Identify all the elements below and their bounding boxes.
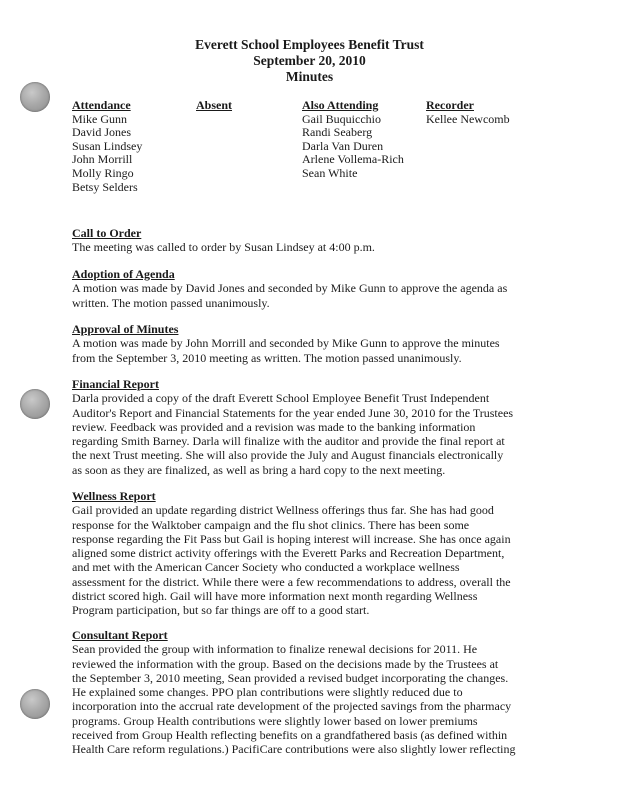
also-attending-column [302, 99, 404, 181]
punch-hole [20, 82, 50, 112]
org-title: Everett School Employees Benefit Trust [195, 37, 424, 52]
punch-hole [20, 689, 50, 719]
recorder-name: Kellee Newcomb [426, 111, 510, 126]
section-heading: Adoption of Agenda [72, 267, 175, 281]
guest-name: Darla Van Duren [302, 138, 384, 153]
attendee-name: Molly Ringo [72, 165, 134, 180]
meeting-date: September 20, 2010 [253, 53, 366, 68]
attendee-name: Betsy Selders [72, 179, 138, 194]
section-financial-report [72, 377, 542, 477]
guest-name: Gail Buquicchio [302, 111, 381, 126]
guest-name: Sean White [302, 165, 358, 180]
document-title-block [0, 37, 619, 85]
guest-name: Randi Seaberg [302, 125, 373, 140]
attendee-name: John Morrill [72, 152, 133, 167]
absent-column [196, 99, 232, 113]
section-body: Gail provided an update regarding district Wellness offerings thus far. She has had good response for the Walktober campaign and the flu shot clinics. There has been some response regarding the Fit Pass but Gail is hoping interest will increase. She has once again aligned some district activity offerings with the Everett Parks and Recreation Department, and met with the American Cancer Society who conducted a workplace wellness assessment for the district. While there were a few recommendations to address, overall the district scored high. Gail will have more information next month regarding Wellness Program participation, but so far things are off to a good start. [72, 503, 511, 618]
punch-hole [20, 389, 50, 419]
section-consultant-report [72, 628, 542, 757]
section-heading: Wellness Report [72, 489, 156, 503]
recorder-column [426, 99, 510, 126]
also-attending-header: Also Attending [302, 98, 379, 112]
attendee-name: David Jones [72, 125, 131, 140]
absent-header: Absent [196, 98, 233, 112]
section-body: Darla provided a copy of the draft Everett School Employee Benefit Trust Independent Auditor's Report and Financial Statements for the year ended June 30, 2010 for the Trustees review. Feedback was provided and a revision was made to the banking information regarding Smith Barney. Darla will finalize with the auditor and provide the final report at the next Trust meeting. She will also provide the July and August financials electronically as soon as they are finalized, as well as bring a hard copy to the next meeting. [72, 391, 514, 477]
section-body: The meeting was called to order by Susan Lindsey at 4:00 p.m. [72, 240, 375, 255]
section-heading: Financial Report [72, 377, 159, 391]
section-heading: Call to Order [72, 226, 142, 240]
attendance-column [72, 99, 142, 194]
doc-type: Minutes [285, 69, 334, 84]
section-body: A motion was made by John Morrill and seconded by Mike Gunn to approve the minutes from the September 3, 2010 meeting as written. The motion passed unanimously. [72, 336, 500, 365]
section-call-to-order [72, 226, 542, 255]
section-heading: Consultant Report [72, 628, 168, 642]
section-approval-of-minutes [72, 322, 542, 365]
attendance-header: Attendance [72, 98, 131, 112]
section-body: A motion was made by David Jones and seconded by Mike Gunn to approve the agenda as written. The motion passed unanimously. [72, 281, 508, 310]
recorder-header: Recorder [426, 98, 474, 112]
attendee-name: Susan Lindsey [72, 138, 143, 153]
section-wellness-report [72, 489, 542, 618]
section-heading: Approval of Minutes [72, 322, 179, 336]
attendee-name: Mike Gunn [72, 111, 127, 126]
section-adoption-of-agenda [72, 267, 542, 310]
section-body: Sean provided the group with information to finalize renewal decisions for 2011. He reviewed the information with the group. Based on the decisions made by the Trustees at the September 3, 2010 meeting, Sean provided a revised budget incorporating the changes. He explained some changes. PPO plan contributions were slightly reduced due to incorporation into the accrual rate development of the projected savings from the pharmacy programs. Group Health contributions were slightly lower based on lower premiums received from Group Health reflecting benefits on a grandfathered basis (as defined within Health Care reform regulations.) PacifiCare contributions were also slightly lower reflecting [72, 642, 516, 757]
guest-name: Arlene Vollema-Rich [302, 152, 404, 167]
